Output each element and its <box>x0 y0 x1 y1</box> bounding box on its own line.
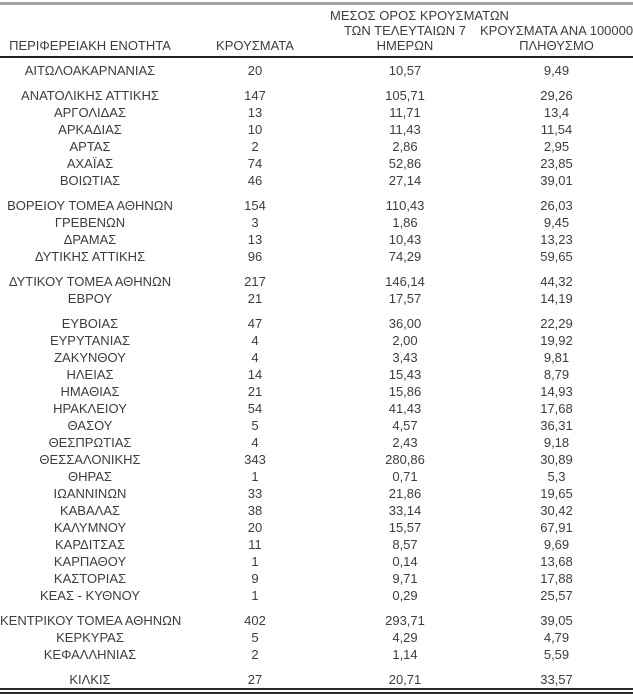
avg7-cell: 27,14 <box>388 173 422 188</box>
per100k-cell: 19,65 <box>540 486 573 501</box>
table-row <box>0 536 633 553</box>
per100k-cell: 14,93 <box>540 384 573 399</box>
per100k-cell: 9,81 <box>543 350 570 365</box>
region-cell: ΔΥΤΙΚΟΥ ΤΟΜΕΑ ΑΘΗΝΩΝ <box>8 274 172 289</box>
table-row <box>0 502 633 519</box>
cases-cell: 4 <box>251 350 259 365</box>
region-cell: ΙΩΑΝΝΙΝΩΝ <box>53 486 127 501</box>
avg7-cell: 3,43 <box>392 350 418 365</box>
cases-cell: 1 <box>251 469 259 484</box>
per100k-cell: 67,91 <box>540 520 573 535</box>
per100k-cell: 8,79 <box>543 367 570 382</box>
column-header-cases <box>180 38 330 53</box>
avg7-cell: 41,43 <box>388 401 422 416</box>
table-row <box>0 248 633 265</box>
region-cell: ΑΡΚΑΔΙΑΣ <box>58 122 122 137</box>
table-row <box>0 214 633 231</box>
avg7-cell: 11,43 <box>389 122 421 137</box>
region-cell: ΘΑΣΟΥ <box>67 418 113 433</box>
avg7-cell: 15,43 <box>388 367 422 382</box>
column-header-avg7-line1: ΜΕΣΟΣ ΟΡΟΣ ΚΡΟΥΣΜΑΤΩΝ <box>330 8 509 23</box>
cases-cell: 20 <box>247 63 263 78</box>
avg7-cell: 2,43 <box>392 435 418 450</box>
table-row <box>0 231 633 248</box>
avg7-cell: 2,00 <box>392 333 418 348</box>
region-cell: ΑΝΑΤΟΛΙΚΗΣ ΑΤΤΙΚΗΣ <box>21 88 159 103</box>
avg7-cell: 15,86 <box>388 384 422 399</box>
cases-cell: 5 <box>251 630 259 645</box>
per100k-cell: 39,05 <box>540 613 573 628</box>
cases-cell: 9 <box>251 571 259 586</box>
avg7-cell: 21,86 <box>388 486 422 501</box>
table-header <box>0 8 633 53</box>
cases-cell: 4 <box>251 435 259 450</box>
table-row-group <box>0 315 633 604</box>
region-cell: ΕΥΡΥΤΑΝΙΑΣ <box>49 333 131 348</box>
column-header-per100k <box>480 23 633 53</box>
per100k-cell: 19,92 <box>540 333 573 348</box>
avg7-cell: 293,71 <box>385 613 425 628</box>
cases-cell: 47 <box>247 316 263 331</box>
table-row <box>0 273 633 290</box>
per100k-cell: 29,26 <box>540 88 573 103</box>
region-cell: ΕΒΡΟΥ <box>67 291 113 306</box>
table-row <box>0 315 633 332</box>
table-row <box>0 451 633 468</box>
cases-cell: 3 <box>251 215 259 230</box>
region-cell: ΑΡΤΑΣ <box>69 139 111 154</box>
avg7-cell: 0,29 <box>392 588 418 603</box>
region-cell: ΑΡΓΟΛΙΔΑΣ <box>53 105 127 120</box>
table-row <box>0 332 633 349</box>
region-cell: ΑΧΑΪΑΣ <box>66 156 114 171</box>
cases-cell: 27 <box>247 672 263 687</box>
region-cell: ΓΡΕΒΕΝΩΝ <box>54 215 126 230</box>
table-row-group <box>0 612 633 663</box>
table-row <box>0 104 633 121</box>
table-row <box>0 612 633 629</box>
avg7-cell: 4,29 <box>392 630 418 645</box>
avg7-cell: 1,86 <box>392 215 418 230</box>
per100k-cell: 17,68 <box>540 401 573 416</box>
column-header-cases-label: ΚΡΟΥΣΜΑΤΑ <box>216 38 294 53</box>
region-cell: ΔΡΑΜΑΣ <box>63 232 117 247</box>
cases-cell: 11 <box>248 537 262 552</box>
avg7-cell: 1,14 <box>392 647 418 662</box>
table-row <box>0 570 633 587</box>
table-row <box>0 155 633 172</box>
cases-cell: 154 <box>244 198 266 213</box>
avg7-cell: 11,71 <box>389 105 421 120</box>
table-row-group <box>0 273 633 307</box>
per100k-cell: 33,57 <box>540 672 573 687</box>
table-row <box>0 366 633 383</box>
table-row <box>0 62 633 79</box>
column-header-avg7-line2: ΤΩΝ ΤΕΛΕΥΤΑΙΩΝ 7 <box>343 23 467 38</box>
cases-cell: 74 <box>247 156 263 171</box>
per100k-cell: 13,23 <box>540 232 573 247</box>
avg7-cell: 9,71 <box>392 571 418 586</box>
cases-cell: 10 <box>247 122 263 137</box>
cases-cell: 1 <box>251 554 259 569</box>
cases-cell: 5 <box>251 418 259 433</box>
avg7-cell: 110,43 <box>385 198 425 213</box>
avg7-cell: 36,00 <box>388 316 422 331</box>
region-cell: ΚΙΛΚΙΣ <box>69 672 111 687</box>
avg7-cell: 0,14 <box>392 554 418 569</box>
table-row <box>0 87 633 104</box>
per100k-cell: 39,01 <box>540 173 573 188</box>
avg7-cell: 105,71 <box>385 88 425 103</box>
cases-cell: 14 <box>247 367 263 382</box>
region-cell: ΗΜΑΘΙΑΣ <box>60 384 120 399</box>
per100k-cell: 13,4 <box>543 105 570 120</box>
region-cell: ΘΕΣΣΑΛΟΝΙΚΗΣ <box>39 452 141 467</box>
per100k-cell: 30,89 <box>540 452 573 467</box>
per100k-cell: 22,29 <box>540 316 573 331</box>
region-cell: ΚΕΑΣ - ΚΥΘΝΟΥ <box>39 588 141 603</box>
cases-cell: 54 <box>247 401 263 416</box>
table-row <box>0 646 633 663</box>
per100k-cell: 13,68 <box>540 554 573 569</box>
cases-cell: 96 <box>247 249 263 264</box>
region-cell: ΚΕΡΚΥΡΑΣ <box>56 630 124 645</box>
table-row <box>0 121 633 138</box>
table-row <box>0 172 633 189</box>
per100k-cell: 36,31 <box>540 418 573 433</box>
avg7-cell: 33,14 <box>388 503 422 518</box>
per100k-cell: 2,95 <box>543 139 570 154</box>
avg7-cell: 17,57 <box>388 291 422 306</box>
table-row-group <box>0 87 633 189</box>
avg7-cell: 10,57 <box>388 63 422 78</box>
table-row <box>0 468 633 485</box>
avg7-cell: 10,43 <box>388 232 422 247</box>
table-row <box>0 400 633 417</box>
region-cell: ΚΕΦΑΛΛΗΝΙΑΣ <box>43 647 137 662</box>
column-header-avg7-line3: ΗΜΕΡΩΝ <box>376 38 434 53</box>
avg7-cell: 52,86 <box>388 156 422 171</box>
cases-cell: 20 <box>247 520 263 535</box>
header-rule <box>0 56 633 58</box>
table-row <box>0 197 633 214</box>
region-cell: ΒΟΙΩΤΙΑΣ <box>59 173 121 188</box>
cases-cell: 147 <box>244 88 266 103</box>
region-cell: ΚΑΛΥΜΝΟΥ <box>53 520 127 535</box>
region-cell: ΚΑΣΤΟΡΙΑΣ <box>53 571 127 586</box>
per100k-cell: 9,45 <box>543 215 570 230</box>
per100k-cell: 14,19 <box>540 291 573 306</box>
region-cell: ΖΑΚΥΝΘΟΥ <box>54 350 126 365</box>
table-row <box>0 519 633 536</box>
region-cell: ΑΙΤΩΛΟΑΚΑΡΝΑΝΙΑΣ <box>24 63 156 78</box>
table-row <box>0 349 633 366</box>
region-cell: ΘΕΣΠΡΩΤΙΑΣ <box>48 435 132 450</box>
cases-cell: 2 <box>251 647 259 662</box>
table-row <box>0 629 633 646</box>
region-cell: ΗΡΑΚΛΕΙΟΥ <box>53 401 127 416</box>
per100k-cell: 44,32 <box>540 274 573 289</box>
per100k-cell: 5,59 <box>543 647 570 662</box>
region-cell: ΚΕΝΤΡΙΚΟΥ ΤΟΜΕΑ ΑΘΗΝΩΝ <box>0 613 182 628</box>
cases-cell: 4 <box>251 333 259 348</box>
cases-cell: 2 <box>251 139 259 154</box>
region-cell: ΚΑΒΑΛΑΣ <box>59 503 121 518</box>
per100k-cell: 17,88 <box>540 571 573 586</box>
region-cell: ΚΑΡΔΙΤΣΑΣ <box>54 537 126 552</box>
bottom-double-rule <box>0 688 633 694</box>
table-row <box>0 553 633 570</box>
region-cell: ΚΑΡΠΑΘΟΥ <box>53 554 127 569</box>
cases-cell: 21 <box>247 384 263 399</box>
avg7-cell: 20,71 <box>388 672 422 687</box>
cases-cell: 13 <box>247 105 263 120</box>
cases-cell: 21 <box>247 291 263 306</box>
table-row <box>0 671 633 688</box>
avg7-cell: 280,86 <box>385 452 425 467</box>
cases-cell: 343 <box>244 452 266 467</box>
avg7-cell: 15,57 <box>388 520 422 535</box>
avg7-cell: 74,29 <box>388 249 422 264</box>
table-row-group <box>0 197 633 265</box>
avg7-cell: 0,71 <box>392 469 418 484</box>
cases-cell: 402 <box>244 613 266 628</box>
region-cell: ΗΛΕΙΑΣ <box>66 367 114 382</box>
region-cell: ΕΥΒΟΙΑΣ <box>61 316 119 331</box>
per100k-cell: 26,03 <box>540 198 573 213</box>
per100k-cell: 5,3 <box>547 469 566 484</box>
per100k-cell: 30,42 <box>540 503 573 518</box>
table-row-group <box>0 671 633 688</box>
per100k-cell: 11,54 <box>540 122 573 137</box>
top-rule <box>0 2 633 5</box>
per100k-cell: 9,18 <box>543 435 570 450</box>
table-row <box>0 383 633 400</box>
region-cell: ΒΟΡΕΙΟΥ ΤΟΜΕΑ ΑΘΗΝΩΝ <box>7 198 173 213</box>
table-row <box>0 138 633 155</box>
column-header-region-label: ΠΕΡΙΦΕΡΕΙΑΚΗ ΕΝΟΤΗΤΑ <box>9 38 171 53</box>
table-row <box>0 485 633 502</box>
cases-cell: 1 <box>251 588 259 603</box>
table-row <box>0 587 633 604</box>
cases-cell: 46 <box>247 173 263 188</box>
table-row <box>0 417 633 434</box>
region-cell: ΔΥΤΙΚΗΣ ΑΤΤΙΚΗΣ <box>34 249 146 264</box>
column-header-avg7 <box>330 8 509 53</box>
table-row-group <box>0 62 633 79</box>
avg7-cell: 4,57 <box>392 418 418 433</box>
column-header-region <box>0 38 180 53</box>
per100k-cell: 9,49 <box>543 63 570 78</box>
cases-cell: 33 <box>247 486 263 501</box>
cases-cell: 13 <box>247 232 263 247</box>
region-cell: ΘΗΡΑΣ <box>68 469 112 484</box>
column-header-per100k-line1: ΚΡΟΥΣΜΑΤΑ ΑΝΑ 100000 <box>480 23 633 38</box>
table-row <box>0 434 633 451</box>
table-body <box>0 59 633 688</box>
avg7-cell: 8,57 <box>392 537 418 552</box>
per100k-cell: 9,69 <box>543 537 570 552</box>
avg7-cell: 146,14 <box>385 274 425 289</box>
column-header-per100k-line2: ΠΛΗΘΥΣΜΟ <box>519 38 594 53</box>
cases-cell: 38 <box>247 503 263 518</box>
cases-cell: 217 <box>244 274 266 289</box>
per100k-cell: 23,85 <box>540 156 573 171</box>
per100k-cell: 59,65 <box>540 249 573 264</box>
avg7-cell: 2,86 <box>392 139 418 154</box>
per100k-cell: 4,79 <box>543 630 570 645</box>
table-row <box>0 290 633 307</box>
per100k-cell: 25,57 <box>540 588 573 603</box>
